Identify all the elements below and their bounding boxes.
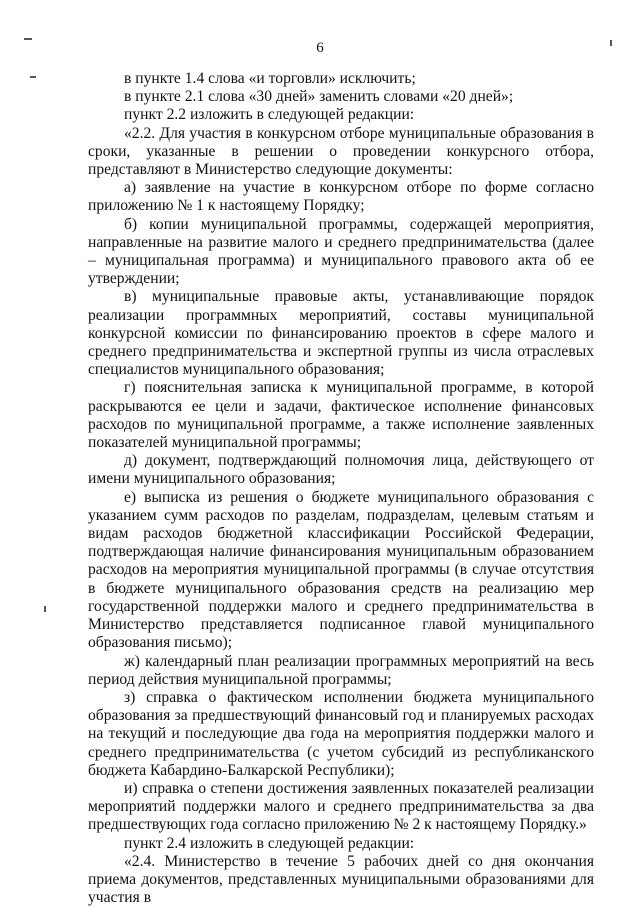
scan-artifact <box>30 76 36 78</box>
paragraph: з) справка о фактическом исполнении бюджета муниципального образования за предшествующий финансовый год и планируемых расходах на текущий и последующие два года на мероприятия поддержки малого и среднего предпринимательства (с учетом субсидий из республиканского бюджета Кабардино-Балкарской Республики); <box>88 688 594 779</box>
document-body <box>88 70 594 907</box>
paragraph: «2.2. Для участия в конкурсном отборе муниципальные образования в сроки, указанные в решении о проведении конкурсного отбора, представляют в Министерство следующие документы: <box>88 124 594 179</box>
page-number: 6 <box>316 40 324 56</box>
paragraph: в) муниципальные правовые акты, устанавливающие порядок реализации программных мероприятий, составы муниципальной конкурсной комиссии по финансированию проектов в сфере малого и среднего предпринимательства и экспертной группы из числа отраслевых специалистов муниципального образования; <box>88 288 594 379</box>
paragraph: в пункте 2.1 слова «30 дней» заменить словами «20 дней»; <box>124 88 514 106</box>
paragraph: ж) календарный план реализации программных мероприятий на весь период действия муниципальной программы; <box>88 652 594 688</box>
paragraph: в пункте 1.4 слова «и торговли» исключить; <box>124 70 416 87</box>
paragraph: пункт 2.4 изложить в следующей редакции: <box>124 834 415 852</box>
paragraph: б) копии муниципальной программы, содержащей мероприятия, направленные на развитие малого и среднего предпринимательства (далее – муниципальная программа) и муниципального правового акта об ее утверждении; <box>88 215 594 288</box>
paragraph: пункт 2.2 изложить в следующей редакции: <box>124 106 415 124</box>
paragraph: «2.4. Министерство в течение 5 рабочих дней со дня окончания приема документов, представленных муниципальными образованиями для участия в <box>88 852 594 907</box>
scan-artifact <box>44 606 46 612</box>
paragraph: а) заявление на участие в конкурсном отборе по форме согласно приложению № 1 к настоящему Порядку; <box>88 179 594 215</box>
paragraph: д) документ, подтверждающий полномочия лица, действующего от имени муниципального образования; <box>88 452 594 488</box>
paragraph: г) пояснительная записка к муниципальной программе, в которой раскрываются ее цели и задачи, фактическое исполнение финансовых расходов по муниципальной программе, а также исполнение заявленных показателей муниципальной программы; <box>88 379 594 452</box>
paragraph: и) справка о степени достижения заявленных показателей реализации мероприятий поддержки малого и среднего предпринимательства за два предшествующих года согласно приложению № 2 к настоящему Порядку.» <box>88 779 594 834</box>
paragraph: е) выписка из решения о бюджете муниципального образования с указанием сумм расходов по разделам, подразделам, целевым статьям и видам расходов бюджетной классификации Российской Федерации, подтверждающая наличие финансирования муниципальным образованием расходов на мероприятия муниципальной программы (в случае отсутствия в бюджете муниципального образования средств на реализацию мер государственной поддержки малого и среднего предпринимательства в Министерство представляется подписанное главой муниципального образования письмо); <box>88 488 594 652</box>
